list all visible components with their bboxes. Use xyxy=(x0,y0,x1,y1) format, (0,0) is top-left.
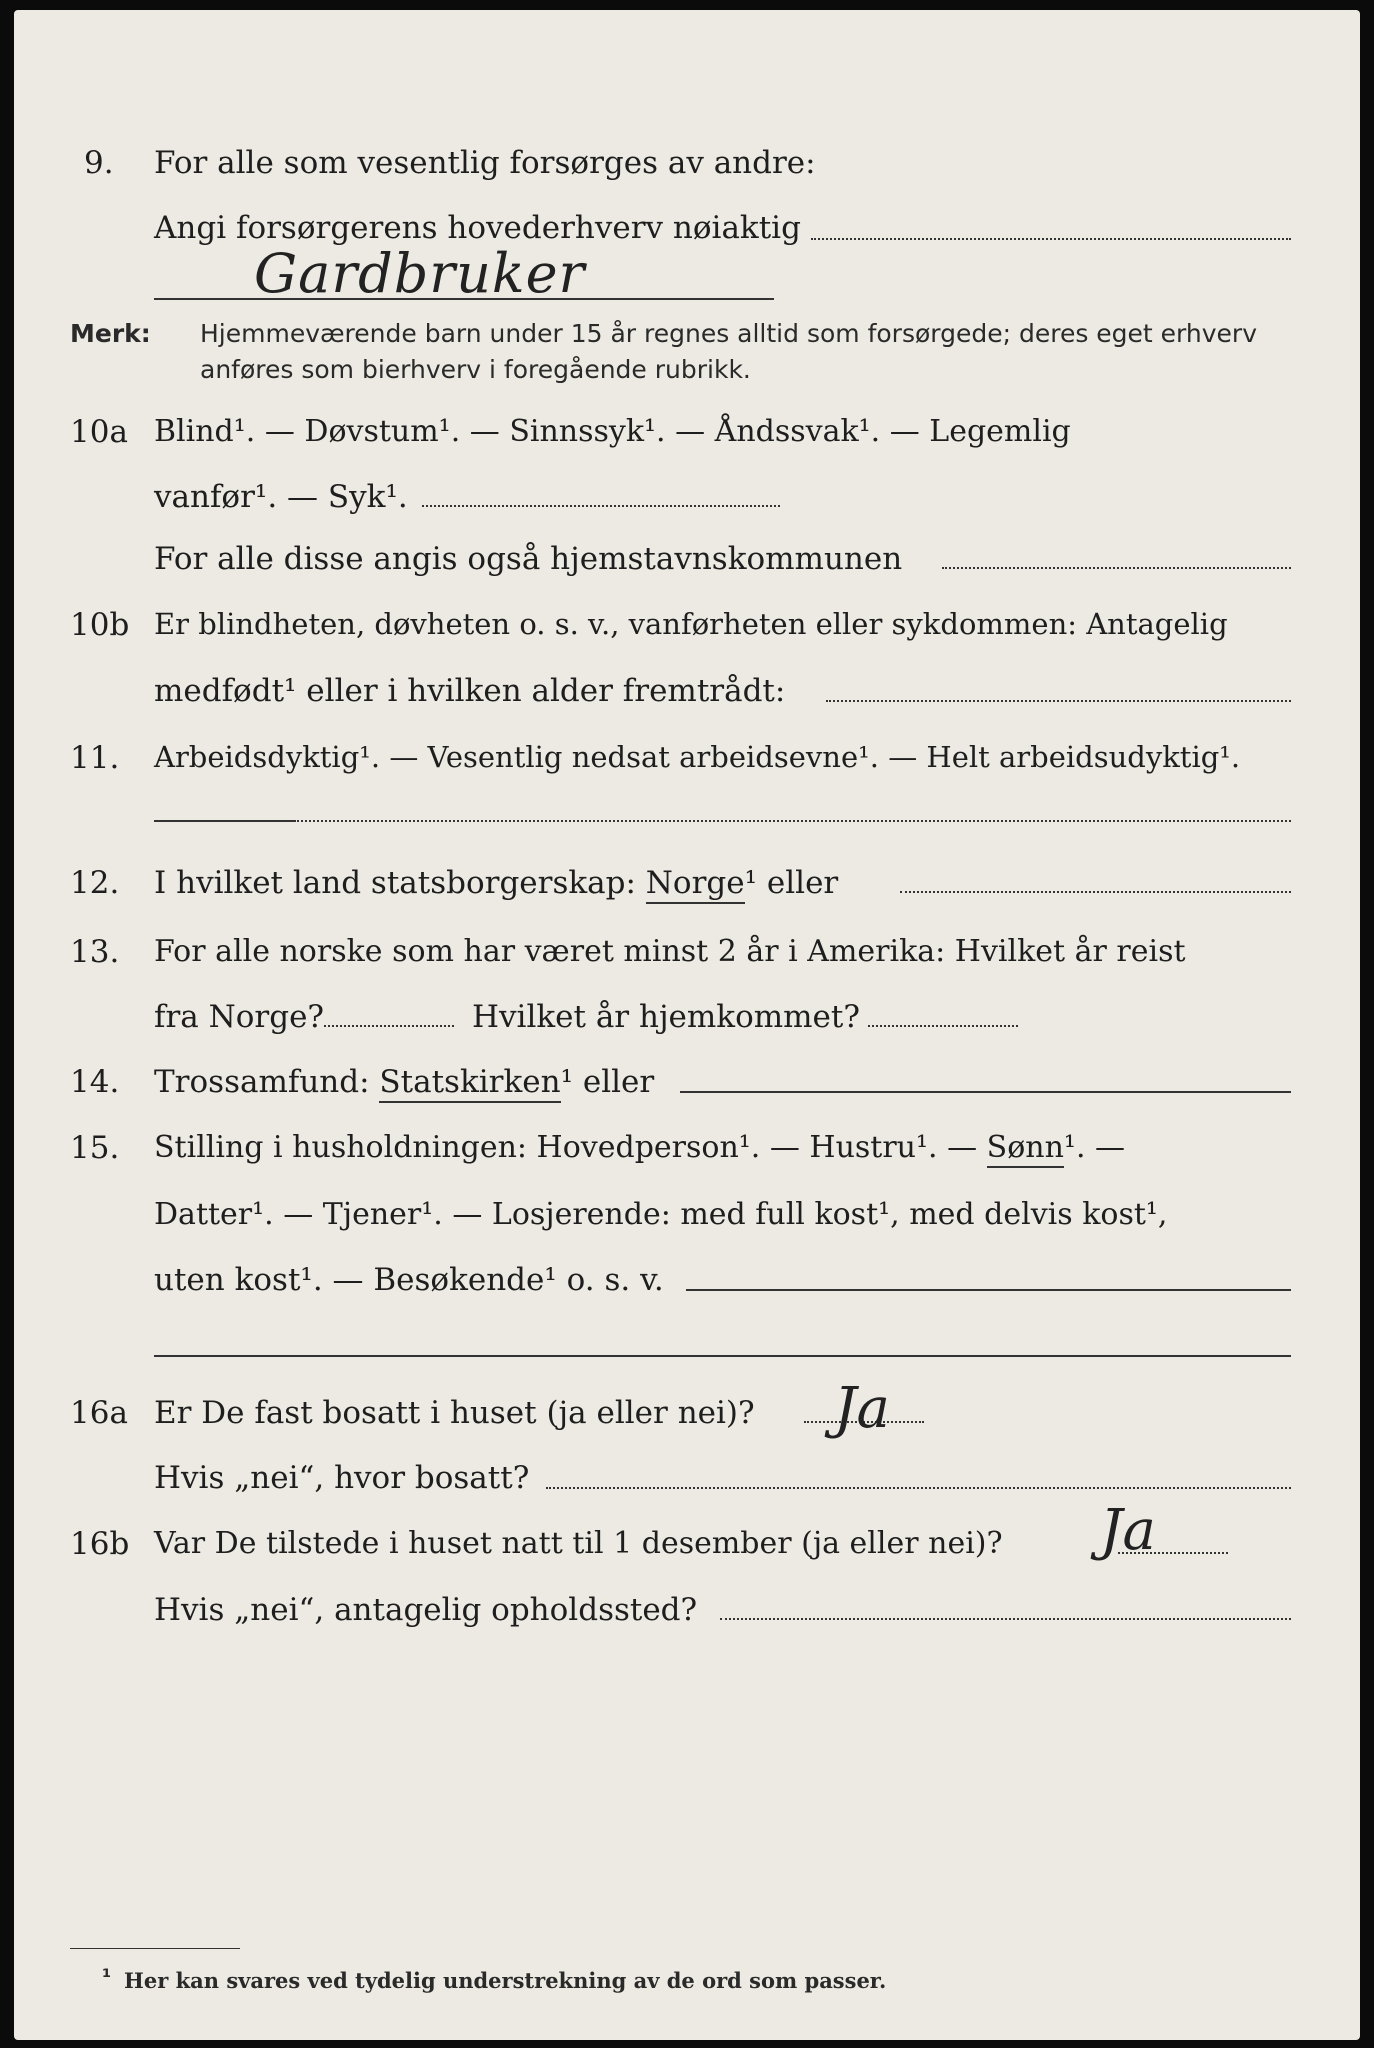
q9-number: 9. xyxy=(84,145,114,181)
q14-text-b: ¹ eller xyxy=(560,1064,655,1100)
q14-underlined-answer: Statskirken xyxy=(379,1064,560,1103)
q11-line1: Arbeidsdyktig¹. — Vesentlig nedsat arbeidsevne¹. — Helt arbeidsudyktig¹. xyxy=(154,740,1241,774)
q11-number: 11. xyxy=(70,740,120,776)
q10b-number: 10b xyxy=(70,607,130,643)
q15-extra-line xyxy=(154,1355,1291,1357)
q10a-dotted-line2 xyxy=(942,567,1291,569)
q9-question-line1: For alle som vesentlig forsørges av andre: xyxy=(154,145,816,181)
q10a-dotted-line1 xyxy=(422,505,780,507)
q11-answer-line xyxy=(154,820,294,822)
q10a-line3: For alle disse angis også hjemstavnskommunen xyxy=(154,541,903,577)
q14-text-a: Trossamfund: xyxy=(154,1064,370,1100)
q13-dotted-line2 xyxy=(868,1025,1018,1027)
q16a-handwritten-answer: Ja xyxy=(834,1376,890,1441)
q14-answer-line xyxy=(680,1091,1291,1093)
q9-handwritten-answer: Gardbruker xyxy=(254,242,586,305)
q9-answer-dotted-line xyxy=(811,238,1291,240)
merk-text-line1: Hjemmeværende barn under 15 år regnes alltid som forsørgede; deres eget erhverv xyxy=(200,319,1257,348)
q13-line2a: fra Norge? xyxy=(154,999,325,1035)
footnote-text: Her kan svares ved tydelig understrekning av de ord som passer. xyxy=(124,1968,887,1993)
q16a-line1: Er De fast bosatt i huset (ja eller nei)? xyxy=(154,1395,755,1431)
q10b-line2: medfødt¹ eller i hvilken alder fremtrådt: xyxy=(154,673,786,709)
q12-text-b: ¹ eller xyxy=(744,865,839,901)
q11-dotted-line xyxy=(294,820,1291,822)
q15-line1-a: Stilling i husholdningen: Hovedperson¹. — Hustru¹. — xyxy=(154,1130,978,1165)
q16b-handwritten-answer: Ja xyxy=(1100,1498,1156,1563)
q10a-number: 10a xyxy=(70,414,128,450)
q12-text-a: I hvilket land statsborgerskap: xyxy=(154,865,636,901)
q15-line3: uten kost¹. — Besøkende¹ o. s. v. xyxy=(154,1262,664,1298)
q14-line xyxy=(154,1064,655,1100)
q9-question-line2: Angi forsørgerens hovederhverv nøiaktig xyxy=(154,210,801,246)
q13-number: 13. xyxy=(70,934,120,970)
q13-line2b: Hvilket år hjemkommet? xyxy=(472,999,860,1035)
q10b-line1: Er blindheten, døvheten o. s. v., vanførheten eller sykdommen: Antagelig xyxy=(154,607,1228,641)
q15-number: 15. xyxy=(70,1130,120,1166)
q15-underlined-answer: Sønn xyxy=(987,1130,1064,1168)
q13-line1: For alle norske som har været minst 2 år i Amerika: Hvilket år reist xyxy=(154,934,1186,969)
q15-line1 xyxy=(154,1130,1126,1165)
q16a-line2: Hvis „nei“, hvor bosatt? xyxy=(154,1460,530,1496)
merk-text-line2: anføres som bierhverv i foregående rubrikk. xyxy=(200,355,751,384)
footnote-mark: ¹ xyxy=(102,1965,112,1989)
q16a-number: 16a xyxy=(70,1395,128,1431)
q15-line2: Datter¹. — Tjener¹. — Losjerende: med full kost¹, med delvis kost¹, xyxy=(154,1197,1168,1232)
footnote-rule xyxy=(70,1948,240,1949)
q12-line xyxy=(154,865,839,901)
q16a-dotted-line2 xyxy=(546,1487,1291,1489)
q10b-dotted-line xyxy=(826,700,1291,702)
q14-number: 14. xyxy=(70,1064,120,1100)
q16b-number: 16b xyxy=(70,1526,130,1562)
q12-underlined-answer: Norge xyxy=(646,865,745,904)
q10a-line2: vanfør¹. — Syk¹. xyxy=(154,479,408,515)
q16b-line2: Hvis „nei“, antagelig opholdssted? xyxy=(154,1592,698,1628)
merk-label: Merk: xyxy=(70,319,151,348)
q12-number: 12. xyxy=(70,865,120,901)
q13-dotted-line1 xyxy=(324,1025,454,1027)
q15-answer-line xyxy=(686,1289,1291,1291)
q12-dotted-line xyxy=(900,891,1291,893)
q10a-line1: Blind¹. — Døvstum¹. — Sinnssyk¹. — Åndssvak¹. — Legemlig xyxy=(154,414,1071,449)
q16b-dotted-line2 xyxy=(720,1618,1291,1620)
census-form-page xyxy=(14,10,1360,2040)
q15-line1-b: ¹. — xyxy=(1063,1130,1126,1165)
q16b-line1: Var De tilstede i huset natt til 1 desember (ja eller nei)? xyxy=(154,1526,1003,1561)
